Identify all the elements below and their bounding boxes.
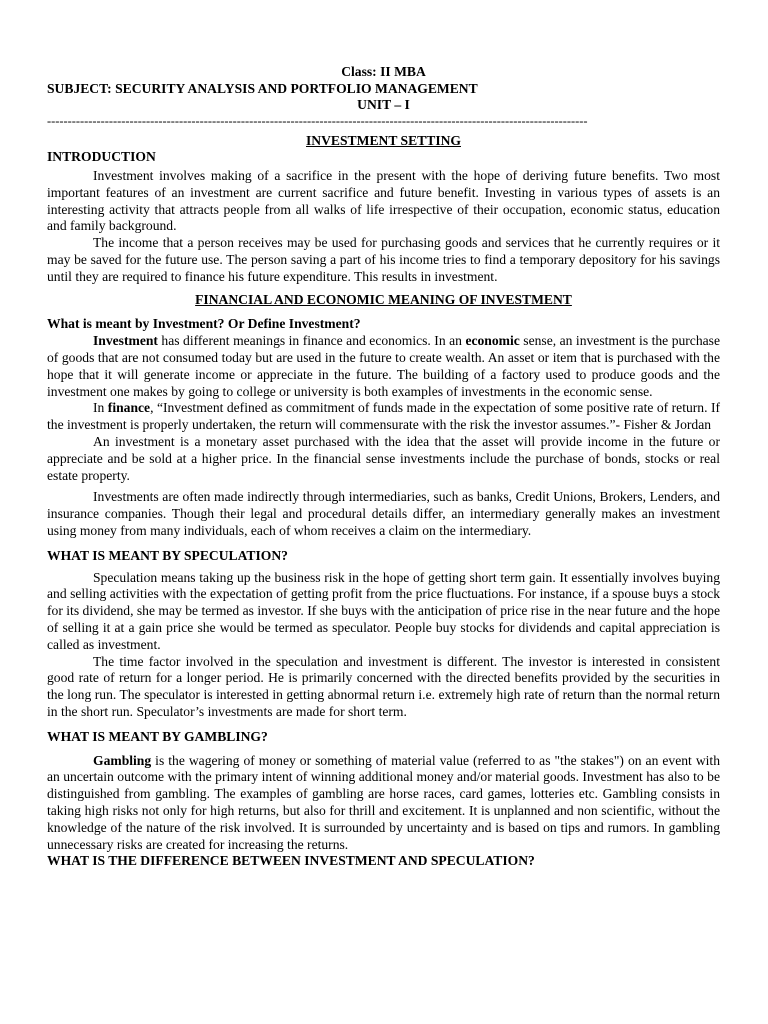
speculation-paragraph-1: Speculation means taking up the business risk in the hope of getting short term gain. It essentially involves buying and selling activities with the expectation of getting profit from the price fluctuations. For instance, if a spouse buys a stock for its dividend, she may be termed as investor. If she buys with the anticipation of price rise in the near future and the hope of selling it at a gain price she would be termed as speculator. People buy stocks for dividends and capital appreciation is called as investment.	[47, 569, 720, 652]
subject-line: SUBJECT: SECURITY ANALYSIS AND PORTFOLIO MANAGEMENT	[47, 80, 478, 96]
bold-gambling: Gambling	[93, 752, 152, 768]
unit-line: UNIT – I	[357, 97, 410, 112]
gambling-text: is the wagering of money or something of material value (referred to as "the stakes") on an event with an uncertain outcome with the primary intent of winning additional money and/or material goods. Investment has also to be distinguished from gambling. The examples of gambling are horse races, card games, lotteries etc. Gambling consists in taking high risks not only for high returns, but also for thrill and excitement. It is unplanned and non scientific, without the knowledge of the nature of the risk involved. It is surrounded by uncertainty and is based on tips and rumors. In gambling unnecessary risks are created for increasing the returns.	[47, 752, 720, 852]
meaning-paragraph-4: Investments are often made indirectly through intermediaries, such as banks, Credit Unions, Brokers, Lenders, and insurance companies. Though their legal and procedural details differ, an intermediary generally makes an investment using money from many individuals, each of whom receives a claim on the intermediary.	[47, 489, 720, 539]
meaning-paragraph-3: An investment is a monetary asset purchased with the idea that the asset will provide income in the future or appreciate and be sold at a higher price. In the financial sense investments include the purchase of bonds, stocks or real estate property.	[47, 434, 720, 483]
intro-paragraph-2: The income that a person receives may be used for purchasing goods and services that he currently requires or it may be saved for the future use. The person saving a part of his income tries to find a temporary depository for his savings until they are required to finance his future expenditure. This results in investment.	[47, 235, 720, 284]
heading-gambling: WHAT IS MEANT BY GAMBLING?	[47, 728, 268, 744]
meaning-p1-part-a: has different meanings in finance and economics. In an	[157, 333, 466, 349]
meaning-p2-part-b: , “Investment defined as commitment of funds made in the expectation of some positive rate of return. If the investment is properly undertaken, the return will commensurate with the risk the investor assumes.”- Fisher & Jordan	[47, 400, 720, 433]
heading-difference-investment-speculation: WHAT IS THE DIFFERENCE BETWEEN INVESTMENT AND SPECULATION?	[47, 853, 535, 869]
bold-economic: economic	[465, 333, 520, 349]
section-title-investment-setting: INVESTMENT SETTING	[306, 132, 461, 148]
speculation-paragraph-2: The time factor involved in the speculation and investment is different. The investor is interested in consistent good rate of return for a longer period. He is primarily concerned with the directed benefits provided by the securities in the long run. The speculator is interested in getting abnormal return i.e. extremely high rate of return than the normal return in the short run. Speculator’s investments are made for short term.	[47, 653, 720, 719]
bold-investment: Investment	[93, 333, 158, 349]
document-page	[47, 64, 720, 870]
meaning-paragraph-2	[47, 400, 720, 434]
meaning-paragraph-1	[47, 333, 720, 400]
divider-line: -----------------------------------------------------------------------------------------------------------------------------------	[47, 113, 588, 128]
intro-paragraph-1: Investment involves making of a sacrifice in the present with the hope of deriving future benefits. Two most important features of an investment are current sacrifice and future benefit. Investing in various types of assets is an interesting activity that attracts people from all walks of life irrespective of their occupation, economic status, education and family background.	[47, 168, 720, 234]
bold-finance: finance	[107, 400, 151, 416]
section-title-financial-economic-meaning: FINANCIAL AND ECONOMIC MEANING OF INVESTMENT	[195, 291, 572, 307]
meaning-p1-part-b: sense, an investment is the purchase of goods that are not consumed today but are used in the future to create wealth. An asset or item that is purchased with the hope that it will generate income or appreciate in the future. The building of a factory used to produce goods and the investment one makes by going to college or university is both examples of investments in the economic sense.	[47, 333, 720, 399]
gambling-paragraph	[47, 753, 720, 854]
meaning-p2-part-a: In	[93, 400, 108, 416]
question-define-investment: What is meant by Investment? Or Define Investment?	[47, 316, 361, 332]
class-line: Class: II MBA	[341, 64, 426, 79]
heading-speculation: WHAT IS MEANT BY SPECULATION?	[47, 547, 288, 563]
heading-introduction: INTRODUCTION	[47, 149, 156, 165]
